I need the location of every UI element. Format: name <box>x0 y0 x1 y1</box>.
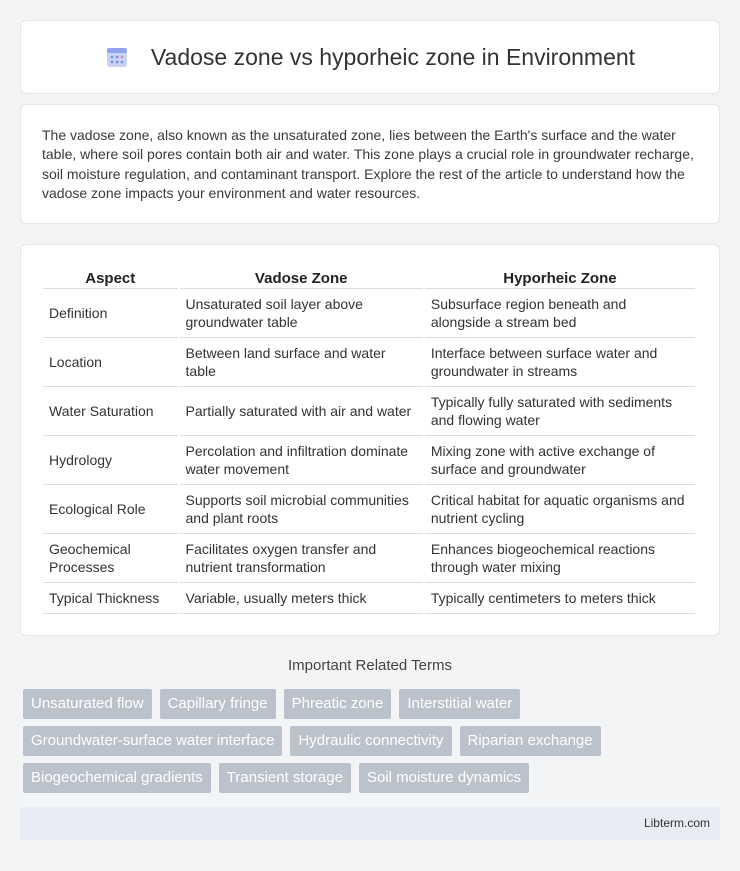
tag-soil-moisture-dynamics[interactable]: Soil moisture dynamics <box>359 763 529 793</box>
intro-card <box>20 104 720 224</box>
tag-hydraulic-connectivity[interactable]: Hydraulic connectivity <box>290 726 451 756</box>
header-hyporheic-zone: Hyporheic Zone <box>425 265 695 289</box>
hyporheic-cell: Typically fully saturated with sediments and flowing water <box>425 387 695 436</box>
tag-capillary-fringe[interactable]: Capillary fringe <box>160 689 276 719</box>
table-row <box>43 583 695 614</box>
title-card <box>20 20 720 94</box>
tag-unsaturated-flow[interactable]: Unsaturated flow <box>23 689 152 719</box>
header-aspect: Aspect <box>43 265 178 289</box>
table-row <box>43 338 695 387</box>
hyporheic-cell: Critical habitat for aquatic organisms and nutrient cycling <box>425 485 695 534</box>
table-row <box>43 387 695 436</box>
table-row <box>43 534 695 583</box>
table-row <box>43 289 695 338</box>
hyporheic-cell: Mixing zone with active exchange of surface and groundwater <box>425 436 695 485</box>
aspect-cell: Water Saturation <box>43 387 178 436</box>
aspect-cell: Ecological Role <box>43 485 178 534</box>
related-terms-title: Important Related Terms <box>288 657 452 674</box>
aspect-cell: Definition <box>43 289 178 338</box>
tag-groundwater-surface-water-interface[interactable]: Groundwater-surface water interface <box>23 726 282 756</box>
tag-row <box>23 726 723 756</box>
header-vadose-zone: Vadose Zone <box>180 265 423 289</box>
intro-text: The vadose zone, also known as the unsaturated zone, lies between the Earth's surface and the water table, where soil pores contain both air and water. This zone plays a crucial role in groundwater recharge, soil moisture regulation, and contaminant transport. Explore the rest of the article to understand how the vadose zone impacts your environment and water resources. <box>42 127 694 202</box>
tag-transient-storage[interactable]: Transient storage <box>219 763 351 793</box>
aspect-cell: Typical Thickness <box>43 583 178 614</box>
document-list-icon <box>105 45 129 69</box>
hyporheic-cell: Typically centimeters to meters thick <box>425 583 695 614</box>
hyporheic-cell: Subsurface region beneath and alongside a stream bed <box>425 289 695 338</box>
vadose-cell: Between land surface and water table <box>180 338 423 387</box>
aspect-cell: Location <box>43 338 178 387</box>
comparison-card <box>20 244 720 636</box>
tag-biogeochemical-gradients[interactable]: Biogeochemical gradients <box>23 763 211 793</box>
vadose-cell: Partially saturated with air and water <box>180 387 423 436</box>
vadose-cell: Unsaturated soil layer above groundwater table <box>180 289 423 338</box>
tag-row <box>23 763 723 793</box>
vadose-cell: Facilitates oxygen transfer and nutrient transformation <box>180 534 423 583</box>
vadose-cell: Supports soil microbial communities and plant roots <box>180 485 423 534</box>
tag-phreatic-zone[interactable]: Phreatic zone <box>284 689 392 719</box>
tag-interstitial-water[interactable]: Interstitial water <box>399 689 520 719</box>
hyporheic-cell: Interface between surface water and groundwater in streams <box>425 338 695 387</box>
footer <box>20 807 720 840</box>
table-row <box>43 485 695 534</box>
vadose-cell: Percolation and infiltration dominate water movement <box>180 436 423 485</box>
tag-row <box>23 689 723 719</box>
footer-site-link[interactable]: Libterm.com <box>643 816 710 830</box>
aspect-cell: Geochemical Processes <box>43 534 178 583</box>
aspect-cell: Hydrology <box>43 436 178 485</box>
table-header-row <box>43 265 695 289</box>
page-title: Vadose zone vs hyporheic zone in Environment <box>150 43 636 70</box>
vadose-cell: Variable, usually meters thick <box>180 583 423 614</box>
hyporheic-cell: Enhances biogeochemical reactions through water mixing <box>425 534 695 583</box>
comparison-table <box>41 265 697 614</box>
table-row <box>43 436 695 485</box>
related-terms-list <box>23 689 723 800</box>
tag-riparian-exchange[interactable]: Riparian exchange <box>460 726 601 756</box>
